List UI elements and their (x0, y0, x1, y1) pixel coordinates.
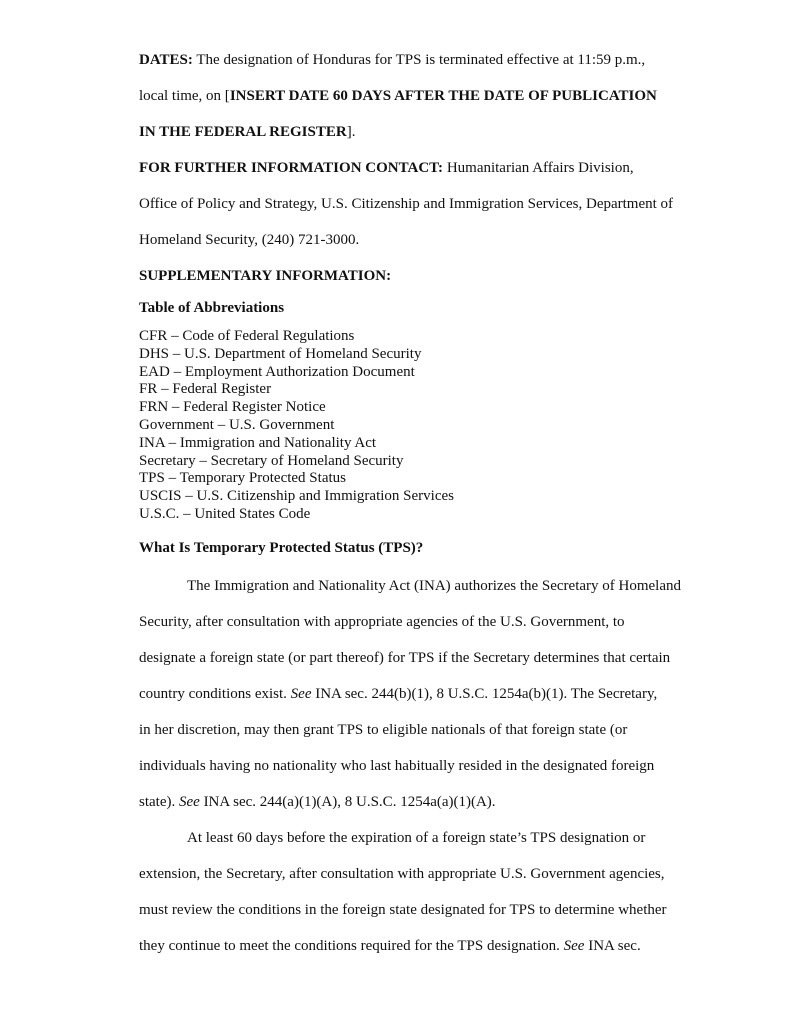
abbreviation-item: DHS – U.S. Department of Homeland Security (139, 345, 422, 362)
abbreviation-item: Government – U.S. Government (139, 416, 335, 433)
contact-line-1 (139, 154, 709, 190)
dates-line-3 (139, 118, 709, 154)
abbreviation-item: EAD – Employment Authorization Document (139, 363, 415, 380)
tps-p1-line-3: designate a foreign state (or part thereof) for TPS if the Secretary determines that certain (139, 649, 671, 666)
tps-p2-line-2: extension, the Secretary, after consultation with appropriate U.S. Government agencies, (139, 865, 665, 882)
tps-p2-line-4-pre: they continue to meet the conditions required for the TPS designation. (139, 937, 564, 954)
dates-label: DATES: (139, 52, 193, 68)
document-page (139, 46, 709, 968)
abbreviation-item: FR – Federal Register (139, 381, 272, 398)
dates-line-2 (139, 82, 709, 118)
tps-p1-line-7 (139, 788, 709, 824)
dates-text-3: ]. (346, 124, 356, 140)
tps-p1-line-6: individuals having no nationality who last habitually resided in the designated foreign (139, 757, 655, 774)
abbreviation-item: TPS – Temporary Protected Status (139, 470, 346, 487)
tps-p2-line-4 (139, 932, 709, 968)
see-citation: See (563, 937, 585, 954)
see-citation: See (178, 793, 200, 810)
abbreviations-heading: Table of Abbreviations (139, 300, 285, 316)
dates-text-1: The designation of Honduras for TPS is terminated effective at 11:59 p.m., (192, 52, 646, 68)
abbreviation-item: U.S.C. – United States Code (139, 505, 311, 522)
tps-p1-line-4-pre: country conditions exist. (139, 685, 291, 702)
tps-p1-line-1: The Immigration and Nationality Act (INA) authorizes the Secretary of Homeland (187, 577, 682, 594)
contact-label: FOR FURTHER INFORMATION CONTACT: (139, 160, 444, 176)
contact-line-3: Homeland Security, (240) 721-3000. (139, 232, 360, 248)
abbreviation-item: CFR – Code of Federal Regulations (139, 328, 355, 344)
tps-p1-line-7-pre: state). (139, 793, 179, 810)
abbreviation-item: Secretary – Secretary of Homeland Security (139, 452, 404, 469)
contact-text-1: Humanitarian Affairs Division, (443, 160, 634, 176)
abbreviation-item: USCIS – U.S. Citizenship and Immigration Services (139, 488, 454, 505)
dates-text-2: local time, on [ (139, 88, 230, 104)
contact-line-2: Office of Policy and Strategy, U.S. Citizenship and Immigration Services, Department of (139, 196, 674, 212)
dates-insert-2: IN THE FEDERAL REGISTER (139, 124, 347, 140)
tps-p1-line-5: in her discretion, may then grant TPS to eligible nationals of that foreign state (or (139, 721, 628, 738)
tps-section-heading: What Is Temporary Protected Status (TPS)? (139, 539, 424, 556)
tps-p1-line-7-post: INA sec. 244(a)(1)(A), 8 U.S.C. 1254a(a)(1)(A). (199, 793, 496, 810)
abbreviation-item: INA – Immigration and Nationality Act (139, 434, 377, 451)
tps-p1-line-4 (139, 680, 709, 716)
see-citation: See (290, 685, 312, 702)
dates-line-1 (139, 46, 709, 82)
abbreviations-list (139, 328, 709, 524)
abbreviation-item: FRN – Federal Register Notice (139, 399, 326, 416)
tps-p2-line-4-post: INA sec. (584, 937, 641, 954)
tps-p1-line-4-post: INA sec. 244(b)(1), 8 U.S.C. 1254a(b)(1). The Secretary, (311, 685, 658, 702)
tps-p1-line-2: Security, after consultation with appropriate agencies of the U.S. Government, to (139, 613, 625, 630)
dates-insert-1: INSERT DATE 60 DAYS AFTER THE DATE OF PUBLICATION (229, 88, 657, 104)
supplementary-heading: SUPPLEMENTARY INFORMATION: (139, 268, 392, 284)
tps-p2-line-1: At least 60 days before the expiration of a foreign state’s TPS designation or (187, 829, 646, 846)
tps-p2-line-3: must review the conditions in the foreign state designated for TPS to determine whether (139, 901, 667, 918)
